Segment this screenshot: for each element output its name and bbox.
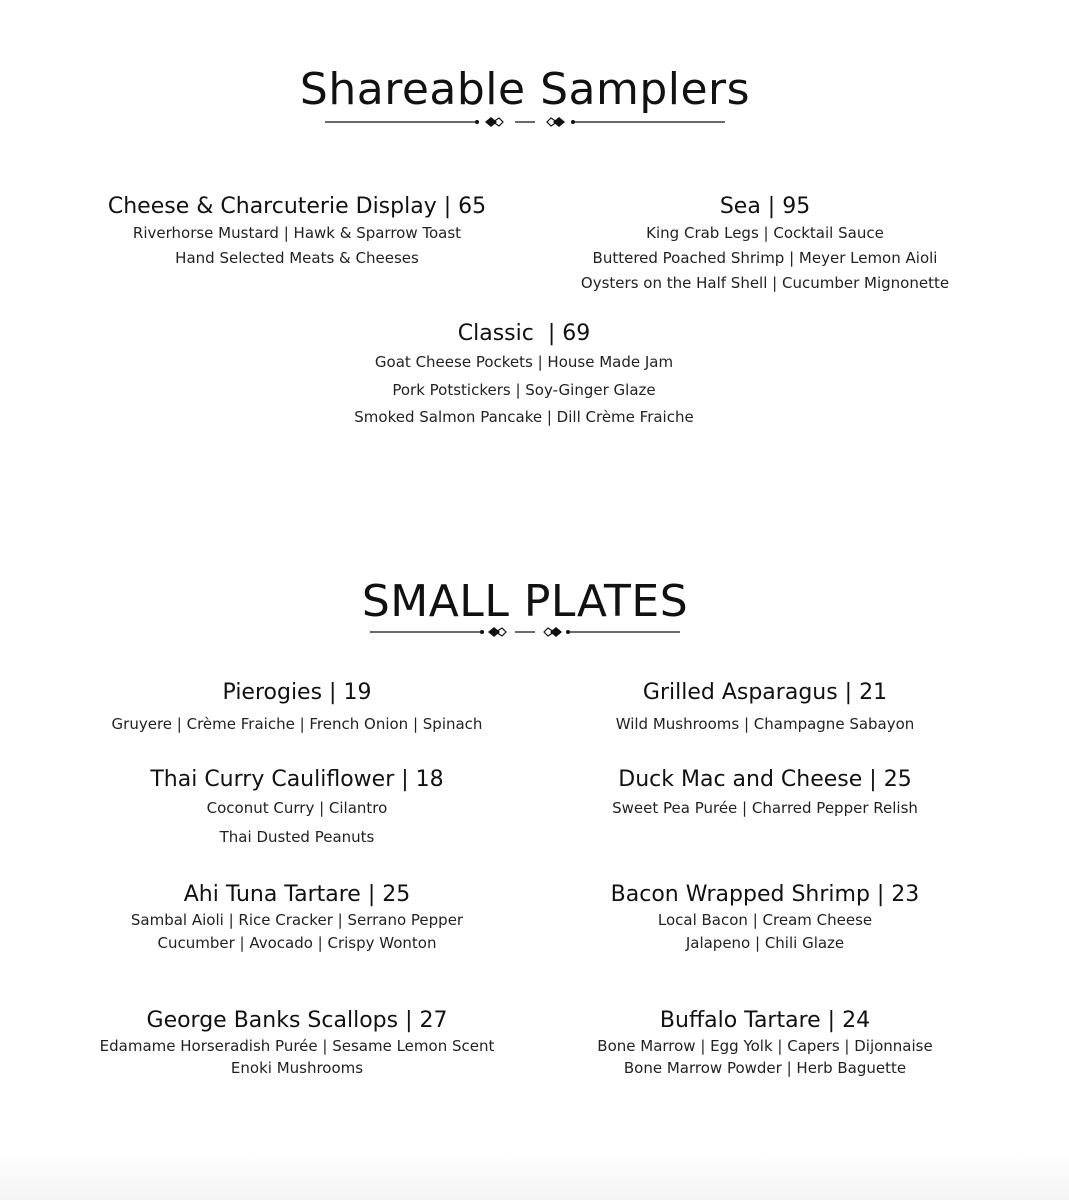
item-desc: Wild Mushrooms | Champagne Sabayon — [615, 715, 915, 733]
plate-item-grilled-asparagus — [565, 679, 965, 741]
item-desc: Jalapeno | Chili Glaze — [685, 934, 845, 952]
item-desc: Bone Marrow Powder | Herb Baguette — [623, 1059, 907, 1077]
item-desc: King Crab Legs | Cocktail Sauce — [646, 224, 884, 242]
item-desc: Sambal Aioli | Rice Cracker | Serrano Pepper — [130, 911, 464, 929]
item-name: George Banks Scallops | 27 — [146, 1008, 448, 1033]
item-name: Classic | 69 — [457, 321, 591, 346]
samplers-title: Shareable Samplers — [299, 64, 751, 115]
item-desc: Enoki Mushrooms — [230, 1059, 364, 1077]
plate-item-buffalo-tartare — [565, 1007, 965, 1079]
item-name: Sea | 95 — [719, 194, 811, 219]
plate-item-george-banks-scallops — [97, 1007, 497, 1079]
item-desc: Bone Marrow | Egg Yolk | Capers | Dijonnaise — [597, 1037, 933, 1055]
item-desc: Riverhorse Mustard | Hawk & Sparrow Toast — [132, 224, 462, 242]
plate-item-bacon-wrapped-shrimp — [565, 881, 965, 955]
item-name: Ahi Tuna Tartare | 25 — [183, 882, 411, 907]
sampler-item-classic — [324, 320, 724, 430]
item-name: Bacon Wrapped Shrimp | 23 — [610, 882, 920, 907]
item-desc: Edamame Horseradish Purée | Sesame Lemon Scent — [99, 1037, 495, 1055]
item-desc: Buttered Poached Shrimp | Meyer Lemon Aioli — [592, 249, 938, 267]
item-name: Grilled Asparagus | 21 — [642, 680, 888, 705]
item-name: Thai Curry Cauliflower | 18 — [150, 767, 444, 792]
sampler-item-cheese — [97, 193, 497, 271]
plate-item-thai-curry-cauliflower — [97, 766, 497, 852]
item-name: Duck Mac and Cheese | 25 — [618, 767, 912, 792]
plate-item-ahi-tuna-tartare — [97, 881, 497, 955]
sampler-item-sea — [565, 193, 965, 296]
item-name: Cheese & Charcuterie Display | 65 — [107, 194, 487, 219]
item-desc: Cucumber | Avocado | Crispy Wonton — [157, 934, 437, 952]
item-desc: Gruyere | Crème Fraiche | French Onion | Spinach — [111, 715, 483, 733]
item-desc: Smoked Salmon Pancake | Dill Crème Fraiche — [354, 408, 694, 426]
item-desc: Local Bacon | Cream Cheese — [657, 911, 873, 929]
small-plates-title: SMALL PLATES — [361, 576, 689, 627]
item-desc: Thai Dusted Peanuts — [219, 828, 375, 846]
item-desc: Pork Potstickers | Soy-Ginger Glaze — [392, 381, 656, 399]
item-desc: Oysters on the Half Shell | Cucumber Mignonette — [580, 274, 950, 292]
plate-item-duck-mac-and-cheese — [565, 766, 965, 822]
item-name: Pierogies | 19 — [222, 680, 372, 705]
item-name: Buffalo Tartare | 24 — [659, 1008, 871, 1033]
item-desc: Goat Cheese Pockets | House Made Jam — [374, 353, 674, 371]
item-desc: Coconut Curry | Cilantro — [206, 799, 388, 817]
samplers-divider — [0, 114, 1050, 130]
small-plates-divider — [0, 624, 1050, 640]
item-desc: Sweet Pea Purée | Charred Pepper Relish — [612, 799, 918, 817]
plate-item-pierogies — [97, 679, 497, 741]
item-desc: Hand Selected Meats & Cheeses — [175, 249, 419, 267]
